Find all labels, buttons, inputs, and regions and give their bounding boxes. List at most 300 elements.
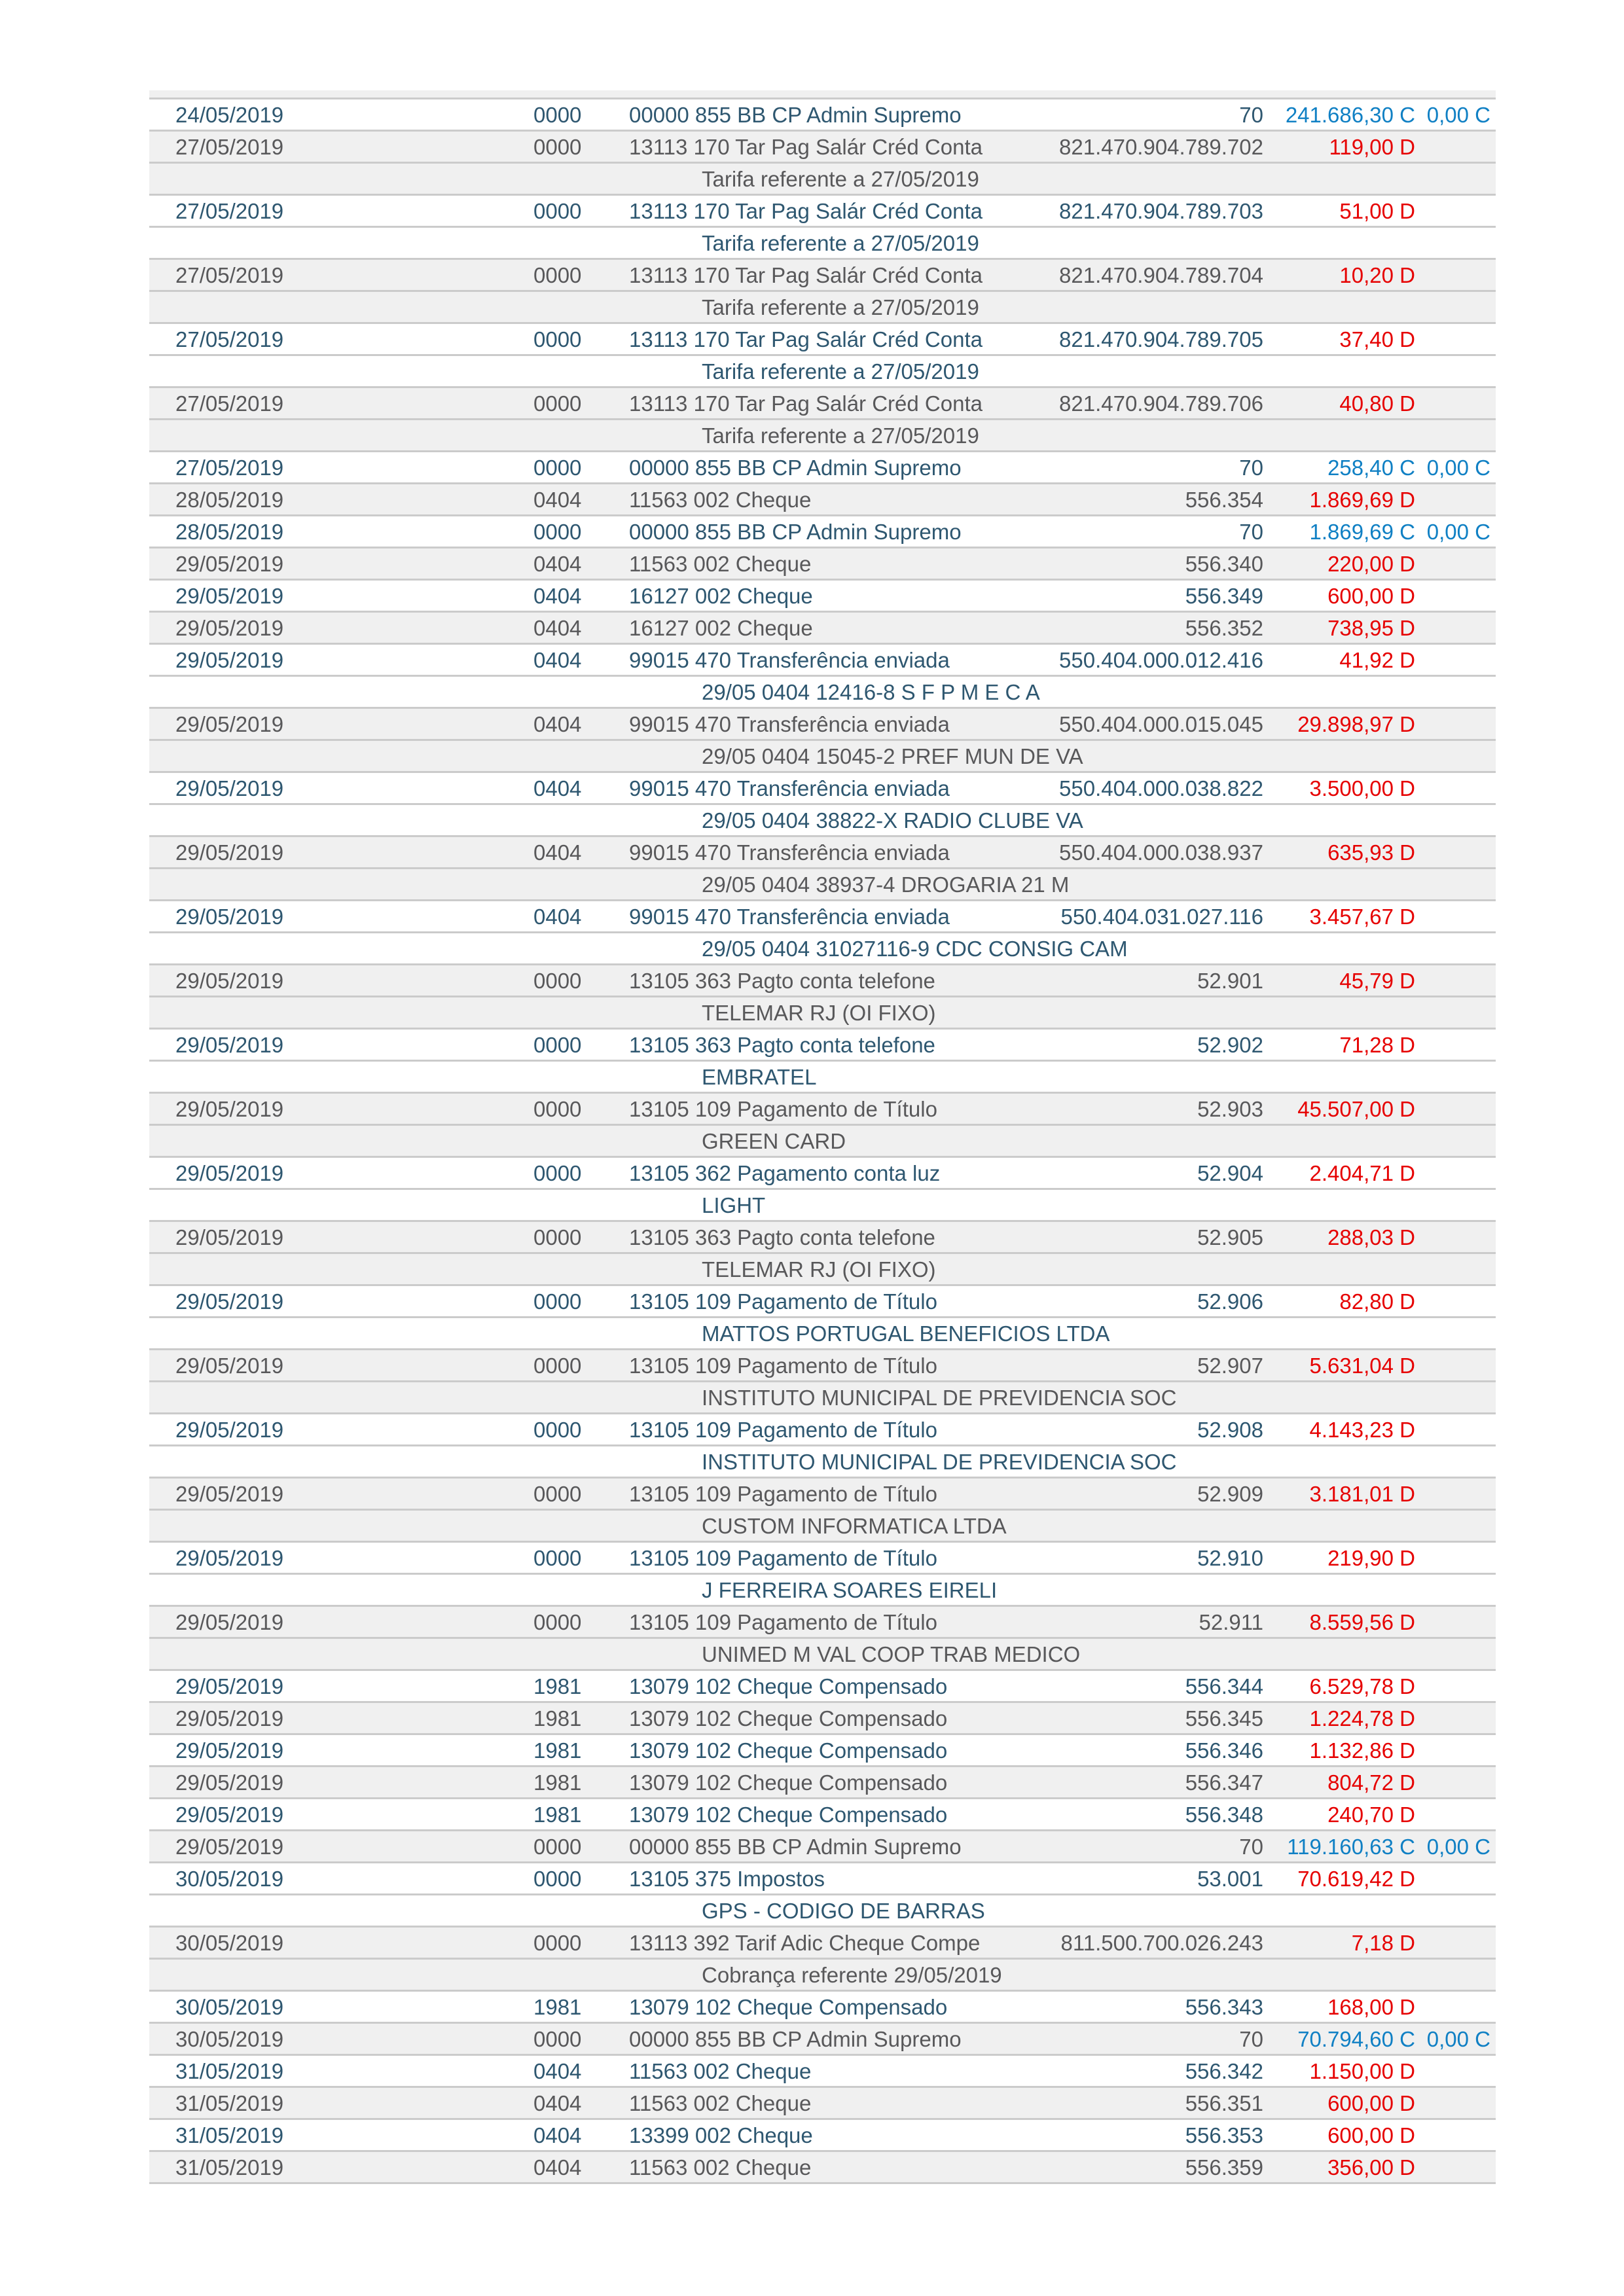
transaction-row [149, 1092, 1496, 1124]
tx-balance [1415, 613, 1496, 643]
tx-balance [1415, 2056, 1496, 2086]
tx-document-number: 556.353 [1185, 2123, 1263, 2147]
tx-date: 31/05/2019 [175, 2155, 284, 2179]
tx-detail-text: GREEN CARD [702, 1129, 846, 1153]
tx-date: 27/05/2019 [175, 263, 284, 287]
tx-document-number: 821.470.904.789.706 [1059, 391, 1263, 416]
tx-date: 29/05/2019 [175, 1097, 284, 1121]
tx-amount: 70.619,42 D [1297, 1867, 1415, 1891]
previous-row-sliver [149, 90, 1496, 98]
transaction-row [149, 1477, 1496, 1509]
tx-document-number: 70 [1239, 456, 1263, 480]
tx-agency-code: 0000 [533, 1225, 582, 1249]
transaction-detail-row [149, 1380, 1496, 1412]
tx-agency-code: 1981 [533, 1995, 582, 2019]
tx-amount: 3.457,67 D [1309, 905, 1415, 929]
tx-document-number: 556.348 [1185, 1803, 1263, 1827]
tx-description: 00000 855 BB CP Admin Supremo [629, 2027, 962, 2051]
tx-date: 30/05/2019 [175, 2027, 284, 2051]
transaction-row [149, 2054, 1496, 2086]
tx-amount: 5.631,04 D [1309, 1354, 1415, 1378]
tx-detail-text: Tarifa referente a 27/05/2019 [702, 231, 979, 255]
tx-document-number: 556.347 [1185, 1770, 1263, 1795]
tx-date: 29/05/2019 [175, 1610, 284, 1634]
transaction-block [149, 1733, 1496, 1765]
tx-agency-code: 0000 [533, 1097, 582, 1121]
tx-amount: 1.150,00 D [1309, 2059, 1415, 2083]
transaction-detail-row [149, 1893, 1496, 1926]
tx-amount: 7,18 D [1351, 1931, 1415, 1955]
tx-amount: 600,00 D [1327, 584, 1415, 608]
tx-balance [1415, 548, 1496, 579]
tx-document-number: 52.904 [1197, 1161, 1263, 1185]
transaction-row [149, 514, 1496, 547]
tx-detail-text: CUSTOM INFORMATICA LTDA [702, 1514, 1007, 1538]
tx-detail-text: Cobrança referente 29/05/2019 [702, 1963, 1002, 1987]
tx-agency-code: 0000 [533, 327, 582, 351]
tx-description: 13105 109 Pagamento de Título [629, 1354, 937, 1378]
tx-description: 16127 002 Cheque [629, 584, 813, 608]
transaction-detail-row [149, 675, 1496, 707]
transaction-block [149, 258, 1496, 322]
tx-balance: 0,00 C [1426, 1835, 1490, 1859]
tx-description: 00000 855 BB CP Admin Supremo [629, 1835, 962, 1859]
transaction-row [149, 835, 1496, 867]
tx-description: 99015 470 Transferência enviada [629, 648, 950, 672]
transaction-block [149, 194, 1496, 258]
tx-amount: 288,03 D [1327, 1225, 1415, 1249]
tx-balance [1415, 773, 1496, 803]
transaction-block [149, 1990, 1496, 2022]
tx-document-number: 821.470.904.789.705 [1059, 327, 1263, 351]
tx-document-number: 821.470.904.789.702 [1059, 135, 1263, 159]
tx-date: 29/05/2019 [175, 1835, 284, 1859]
transaction-row [149, 2150, 1496, 2182]
transaction-detail-row [149, 162, 1496, 194]
transaction-block [149, 1605, 1496, 1669]
tx-agency-code: 0000 [533, 2027, 582, 2051]
tx-date: 29/05/2019 [175, 905, 284, 929]
transaction-detail-row [149, 1124, 1496, 1156]
transaction-row [149, 771, 1496, 803]
transaction-block [149, 2022, 1496, 2054]
tx-document-number: 556.343 [1185, 1995, 1263, 2019]
tx-agency-code: 0000 [533, 1033, 582, 1057]
tx-document-number: 550.404.000.012.416 [1059, 648, 1263, 672]
tx-date: 29/05/2019 [175, 552, 284, 576]
tx-agency-code: 0000 [533, 1867, 582, 1891]
tx-agency-code: 1981 [533, 1706, 582, 1731]
tx-detail-text: 29/05 0404 38822-X RADIO CLUBE VA [702, 808, 1083, 833]
tx-agency-code: 0000 [533, 1161, 582, 1185]
tx-document-number: 53.001 [1197, 1867, 1263, 1891]
tx-balance [1415, 581, 1496, 611]
tx-date: 24/05/2019 [175, 103, 284, 127]
transaction-row [149, 2022, 1496, 2054]
tx-description: 13079 102 Cheque Compensado [629, 1770, 948, 1795]
tx-date: 29/05/2019 [175, 776, 284, 800]
tx-balance [1415, 2088, 1496, 2118]
tx-description: 13079 102 Cheque Compensado [629, 1674, 948, 1698]
tx-detail-text: 29/05 0404 15045-2 PREF MUN DE VA [702, 744, 1083, 768]
statement-rows-container [149, 98, 1496, 2182]
tx-document-number: 52.910 [1197, 1546, 1263, 1570]
tx-date: 30/05/2019 [175, 1867, 284, 1891]
tx-agency-code: 0404 [533, 2123, 582, 2147]
transaction-block [149, 1797, 1496, 1829]
transaction-block [149, 611, 1496, 643]
transaction-row [149, 1701, 1496, 1733]
tx-agency-code: 0000 [533, 1610, 582, 1634]
tx-date: 29/05/2019 [175, 648, 284, 672]
tx-description: 13105 363 Pagto conta telefone [629, 1225, 935, 1249]
tx-date: 29/05/2019 [175, 969, 284, 993]
tx-document-number: 821.470.904.789.703 [1059, 199, 1263, 223]
tx-agency-code: 0404 [533, 776, 582, 800]
tx-agency-code: 0404 [533, 616, 582, 640]
tx-balance [1415, 260, 1496, 290]
tx-amount: 71,28 D [1339, 1033, 1415, 1057]
tx-agency-code: 0000 [533, 969, 582, 993]
tx-amount: 37,40 D [1339, 327, 1415, 351]
tx-detail-text: J FERREIRA SOARES EIRELI [702, 1578, 998, 1602]
tx-description: 13105 363 Pagto conta telefone [629, 1033, 935, 1057]
tx-agency-code: 0000 [533, 1835, 582, 1859]
transaction-block [149, 1926, 1496, 1990]
tx-amount: 738,95 D [1327, 616, 1415, 640]
tx-amount: 70.794,60 C [1297, 2027, 1415, 2051]
tx-agency-code: 0000 [533, 1931, 582, 1955]
tx-date: 29/05/2019 [175, 1706, 284, 1731]
tx-amount: 51,00 D [1339, 199, 1415, 223]
tx-document-number: 52.907 [1197, 1354, 1263, 1378]
tx-document-number: 70 [1239, 1835, 1263, 1859]
tx-description: 13105 109 Pagamento de Título [629, 1418, 937, 1442]
tx-balance [1415, 388, 1496, 418]
tx-agency-code: 0404 [533, 648, 582, 672]
transaction-row [149, 611, 1496, 643]
tx-document-number: 556.340 [1185, 552, 1263, 576]
tx-agency-code: 0000 [533, 1482, 582, 1506]
tx-description: 99015 470 Transferência enviada [629, 776, 950, 800]
tx-balance [1415, 837, 1496, 867]
tx-balance [1415, 1222, 1496, 1252]
tx-description: 13105 109 Pagamento de Título [629, 1546, 937, 1570]
tx-amount: 6.529,78 D [1309, 1674, 1415, 1698]
transaction-row [149, 547, 1496, 579]
tx-date: 29/05/2019 [175, 1546, 284, 1570]
tx-balance [1415, 1992, 1496, 2022]
transaction-block [149, 1701, 1496, 1733]
transaction-row [149, 1348, 1496, 1380]
tx-agency-code: 0404 [533, 584, 582, 608]
tx-amount: 41,92 D [1339, 648, 1415, 672]
transaction-block [149, 1541, 1496, 1605]
tx-detail-text: INSTITUTO MUNICIPAL DE PREVIDENCIA SOC [702, 1386, 1177, 1410]
tx-balance [1415, 1799, 1496, 1829]
tx-description: 13079 102 Cheque Compensado [629, 1995, 948, 2019]
tx-document-number: 556.352 [1185, 616, 1263, 640]
tx-balance [1415, 1735, 1496, 1765]
tx-balance [1415, 2120, 1496, 2150]
tx-agency-code: 0404 [533, 905, 582, 929]
transaction-row [149, 1990, 1496, 2022]
tx-balance [1415, 484, 1496, 514]
tx-amount: 10,20 D [1339, 263, 1415, 287]
tx-document-number: 52.905 [1197, 1225, 1263, 1249]
tx-document-number: 556.351 [1185, 2091, 1263, 2115]
tx-description: 13105 363 Pagto conta telefone [629, 969, 935, 993]
tx-date: 29/05/2019 [175, 1161, 284, 1185]
tx-balance [1415, 196, 1496, 226]
transaction-detail-row [149, 1188, 1496, 1220]
tx-description: 99015 470 Transferência enviada [629, 840, 950, 865]
tx-balance [1415, 1863, 1496, 1893]
tx-agency-code: 1981 [533, 1674, 582, 1698]
tx-amount: 40,80 D [1339, 391, 1415, 416]
tx-document-number: 52.911 [1199, 1610, 1263, 1634]
transaction-detail-row [149, 354, 1496, 386]
transaction-row [149, 2086, 1496, 2118]
tx-agency-code: 1981 [533, 1770, 582, 1795]
transaction-row [149, 1028, 1496, 1060]
tx-balance [1415, 1286, 1496, 1316]
tx-balance: 0,00 C [1426, 103, 1490, 127]
tx-date: 27/05/2019 [175, 135, 284, 159]
tx-detail-text: 29/05 0404 12416-8 S F P M E C A [702, 680, 1040, 704]
tx-detail-text: MATTOS PORTUGAL BENEFICIOS LTDA [702, 1321, 1110, 1346]
tx-detail-text: UNIMED M VAL COOP TRAB MEDICO [702, 1642, 1081, 1666]
transaction-block [149, 1156, 1496, 1220]
tx-date: 28/05/2019 [175, 520, 284, 544]
transaction-row [149, 482, 1496, 514]
tx-date: 29/05/2019 [175, 1354, 284, 1378]
transaction-block [149, 1765, 1496, 1797]
tx-description: 13399 002 Cheque [629, 2123, 813, 2147]
transaction-row [149, 963, 1496, 996]
tx-balance [1415, 1703, 1496, 1733]
tx-amount: 29.898,97 D [1297, 712, 1415, 736]
transaction-detail-row [149, 1060, 1496, 1092]
tx-description: 99015 470 Transferência enviada [629, 905, 950, 929]
tx-detail-text: Tarifa referente a 27/05/2019 [702, 295, 979, 319]
transaction-row [149, 258, 1496, 290]
tx-description: 13079 102 Cheque Compensado [629, 1706, 948, 1731]
tx-amount: 1.224,78 D [1309, 1706, 1415, 1731]
tx-description: 13113 170 Tar Pag Salár Créd Conta [629, 263, 983, 287]
tx-balance [1415, 645, 1496, 675]
tx-date: 29/05/2019 [175, 1738, 284, 1763]
tx-detail-text: TELEMAR RJ (OI FIXO) [702, 1257, 936, 1282]
bank-statement-table [149, 90, 1496, 2184]
tx-date: 29/05/2019 [175, 584, 284, 608]
transaction-block [149, 643, 1496, 707]
tx-document-number: 821.470.904.789.704 [1059, 263, 1263, 287]
tx-description: 00000 855 BB CP Admin Supremo [629, 103, 962, 127]
tx-date: 29/05/2019 [175, 1225, 284, 1249]
tx-agency-code: 1981 [533, 1738, 582, 1763]
tx-agency-code: 0404 [533, 2059, 582, 2083]
transaction-detail-row [149, 1509, 1496, 1541]
transaction-row [149, 1669, 1496, 1701]
tx-date: 29/05/2019 [175, 1770, 284, 1795]
tx-description: 13113 170 Tar Pag Salár Créd Conta [629, 199, 983, 223]
tx-agency-code: 0000 [533, 1418, 582, 1442]
transaction-detail-row [149, 867, 1496, 899]
tx-description: 11563 002 Cheque [629, 2155, 812, 2179]
tx-amount: 258,40 C [1327, 456, 1415, 480]
tx-description: 11563 002 Cheque [629, 2059, 812, 2083]
tx-description: 13105 362 Pagamento conta luz [629, 1161, 941, 1185]
tx-agency-code: 0000 [533, 456, 582, 480]
tx-agency-code: 0000 [533, 263, 582, 287]
tx-amount: 8.559,56 D [1309, 1610, 1415, 1634]
tx-balance [1415, 1607, 1496, 1637]
tx-description: 11563 002 Cheque [629, 2091, 812, 2115]
tx-agency-code: 0000 [533, 199, 582, 223]
transaction-block [149, 130, 1496, 194]
tx-agency-code: 0404 [533, 712, 582, 736]
tx-date: 29/05/2019 [175, 1033, 284, 1057]
tx-amount: 220,00 D [1327, 552, 1415, 576]
tx-amount: 241.686,30 C [1285, 103, 1415, 127]
transaction-detail-row [149, 739, 1496, 771]
tx-description: 13105 109 Pagamento de Título [629, 1482, 937, 1506]
tx-amount: 1.869,69 C [1309, 520, 1415, 544]
tx-document-number: 52.902 [1197, 1033, 1263, 1057]
transaction-detail-row [149, 1637, 1496, 1669]
tx-detail-text: EMBRATEL [702, 1065, 817, 1089]
transaction-block [149, 98, 1496, 130]
tx-date: 29/05/2019 [175, 1289, 284, 1314]
tx-document-number: 550.404.031.027.116 [1060, 905, 1263, 929]
tx-document-number: 550.404.000.038.937 [1059, 840, 1263, 865]
tx-balance [1415, 1350, 1496, 1380]
transaction-row [149, 98, 1496, 130]
transaction-row [149, 386, 1496, 418]
tx-document-number: 52.906 [1197, 1289, 1263, 1314]
tx-document-number: 811.500.700.026.243 [1060, 1931, 1263, 1955]
tx-balance [1415, 709, 1496, 739]
transaction-block [149, 482, 1496, 514]
transaction-block [149, 707, 1496, 771]
transaction-block [149, 1348, 1496, 1412]
tx-date: 27/05/2019 [175, 391, 284, 416]
transaction-row [149, 579, 1496, 611]
transaction-row [149, 899, 1496, 931]
tx-description: 13105 109 Pagamento de Título [629, 1289, 937, 1314]
tx-date: 27/05/2019 [175, 456, 284, 480]
transaction-detail-row [149, 290, 1496, 322]
tx-description: 13113 392 Tarif Adic Cheque Compe [629, 1931, 981, 1955]
transaction-block [149, 963, 1496, 1028]
transaction-block [149, 771, 1496, 835]
tx-document-number: 52.909 [1197, 1482, 1263, 1506]
tx-agency-code: 0404 [533, 2091, 582, 2115]
transaction-block [149, 1412, 1496, 1477]
tx-balance [1415, 1414, 1496, 1444]
tx-amount: 82,80 D [1339, 1289, 1415, 1314]
tx-agency-code: 0404 [533, 552, 582, 576]
transaction-block [149, 547, 1496, 579]
transaction-detail-row [149, 1316, 1496, 1348]
transaction-block [149, 1220, 1496, 1284]
tx-agency-code: 1981 [533, 1803, 582, 1827]
tx-date: 29/05/2019 [175, 712, 284, 736]
tx-description: 13113 170 Tar Pag Salár Créd Conta [629, 391, 983, 416]
tx-amount: 45.507,00 D [1297, 1097, 1415, 1121]
tx-balance: 0,00 C [1426, 2027, 1490, 2051]
transaction-block [149, 386, 1496, 450]
transaction-block [149, 1829, 1496, 1861]
transaction-row [149, 1926, 1496, 1958]
tx-document-number: 556.354 [1185, 488, 1263, 512]
transaction-block [149, 1092, 1496, 1156]
transaction-block [149, 322, 1496, 386]
tx-document-number: 550.404.000.015.045 [1059, 712, 1263, 736]
transaction-detail-row [149, 803, 1496, 835]
tx-agency-code: 0000 [533, 103, 582, 127]
tx-detail-text: Tarifa referente a 27/05/2019 [702, 167, 979, 191]
tx-description: 16127 002 Cheque [629, 616, 813, 640]
tx-detail-text: TELEMAR RJ (OI FIXO) [702, 1001, 936, 1025]
tx-balance [1415, 1479, 1496, 1509]
tx-document-number: 556.344 [1185, 1674, 1263, 1698]
tx-amount: 1.132,86 D [1309, 1738, 1415, 1763]
transaction-block [149, 1669, 1496, 1701]
tx-document-number: 70 [1239, 520, 1263, 544]
tx-amount: 119,00 D [1329, 135, 1415, 159]
tx-detail-text: 29/05 0404 31027116-9 CDC CONSIG CAM [702, 937, 1128, 961]
tx-document-number: 52.901 [1197, 969, 1263, 993]
transaction-row [149, 1156, 1496, 1188]
transaction-block [149, 1028, 1496, 1092]
tx-balance [1415, 132, 1496, 162]
transaction-row [149, 707, 1496, 739]
transaction-detail-row [149, 996, 1496, 1028]
tx-agency-code: 0000 [533, 1546, 582, 1570]
tx-agency-code: 0404 [533, 840, 582, 865]
tx-document-number: 550.404.000.038.822 [1059, 776, 1263, 800]
tx-detail-text: Tarifa referente a 27/05/2019 [702, 359, 979, 384]
transaction-row [149, 2118, 1496, 2150]
tx-document-number: 70 [1239, 103, 1263, 127]
tx-description: 11563 002 Cheque [629, 488, 812, 512]
tx-detail-text: INSTITUTO MUNICIPAL DE PREVIDENCIA SOC [702, 1450, 1177, 1474]
tx-description: 13113 170 Tar Pag Salár Créd Conta [629, 327, 983, 351]
tx-balance [1415, 965, 1496, 996]
transaction-detail-row [149, 1958, 1496, 1990]
tx-amount: 240,70 D [1327, 1803, 1415, 1827]
tx-balance [1415, 1928, 1496, 1958]
tx-balance [1415, 1030, 1496, 1060]
tx-amount: 2.404,71 D [1309, 1161, 1415, 1185]
transaction-block [149, 2086, 1496, 2118]
tx-amount: 168,00 D [1327, 1995, 1415, 2019]
transaction-detail-row [149, 226, 1496, 258]
tx-amount: 804,72 D [1327, 1770, 1415, 1795]
tx-date: 29/05/2019 [175, 1803, 284, 1827]
tx-date: 27/05/2019 [175, 327, 284, 351]
tx-description: 99015 470 Transferência enviada [629, 712, 950, 736]
transaction-block [149, 2150, 1496, 2182]
tx-date: 30/05/2019 [175, 1995, 284, 2019]
transaction-row [149, 1733, 1496, 1765]
transaction-block [149, 899, 1496, 963]
tx-amount: 635,93 D [1327, 840, 1415, 865]
tx-document-number: 556.359 [1185, 2155, 1263, 2179]
tx-date: 29/05/2019 [175, 616, 284, 640]
